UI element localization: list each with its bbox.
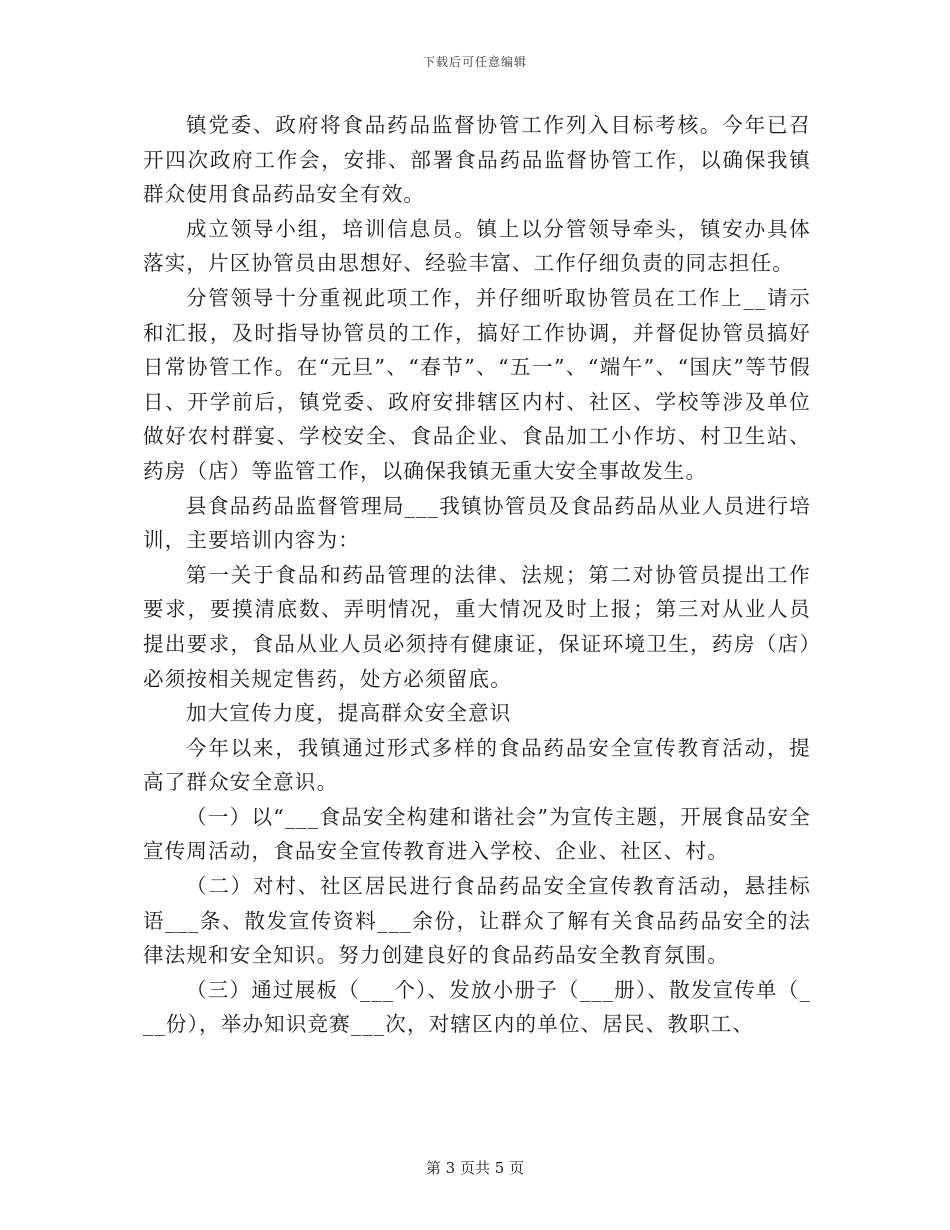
document-body bbox=[143, 108, 811, 1042]
header-note: 下载后可任意编辑 bbox=[422, 55, 527, 69]
paragraph: 镇党委、政府将食品药品监督协管工作列入目标考核。今年已召开四次政府工作会，安排、部署食品药品监督协管工作，以确保我镇群众使用食品药品安全有效。 bbox=[143, 113, 811, 207]
paragraph: 分管领导十分重视此项工作，并仔细听取协管员在工作上__请示和汇报，及时指导协管员的工作，搞好工作协调，并督促协管员搞好日常协管工作。在“元旦”、“春节”、“五一”、“端午”、“国庆”等节假日、开学前后，镇党委、政府安排辖区内村、社区、学校等涉及单位做好农村群宴、学校安全、食品企业、食品加工小作坊、村卫生站、药房（店）等监管工作，以确保我镇无重大安全事故发生。 bbox=[143, 285, 811, 483]
page-number: 第 3 页共 5 页 bbox=[425, 1159, 525, 1177]
paragraph: 成立领导小组，培训信息员。镇上以分管领导牵头，镇安办具体落实，片区协管员由思想好、经验丰富、工作仔细负责的同志担任。 bbox=[143, 216, 811, 276]
paragraph: （一）以“___食品安全构建和谐社会”为宣传主题，开展食品安全宣传周活动，食品安全宣传教育进入学校、企业、社区、村。 bbox=[143, 804, 811, 864]
paragraph: 今年以来，我镇通过形式多样的食品药品安全宣传教育活动，提高了群众安全意识。 bbox=[143, 735, 811, 795]
paragraph: （三）通过展板（___个）、发放小册子（___册）、散发宣传单（___份），举办知识竞赛___次，对辖区内的单位、居民、教职工、 bbox=[143, 977, 811, 1037]
section-heading: 加大宣传力度，提高群众安全意识 bbox=[186, 701, 512, 726]
paragraph: 第一关于食品和药品管理的法律、法规；第二对协管员提出工作要求，要摸清底数、弄明情况，重大情况及时上报；第三对从业人员提出要求，食品从业人员必须持有健康证，保证环境卫生，药房（店）必须按相关规定售药，处方必须留底。 bbox=[143, 562, 811, 691]
paragraph: 县食品药品监督管理局___我镇协管员及食品药品从业人员进行培训，主要培训内容为： bbox=[143, 493, 811, 553]
paragraph: （二）对村、社区居民进行食品药品安全宣传教育活动，悬挂标语___条、散发宣传资料___余份，让群众了解有关食品药品安全的法律法规和安全知识。努力创建良好的食品药品安全教育氛围。 bbox=[143, 874, 811, 968]
